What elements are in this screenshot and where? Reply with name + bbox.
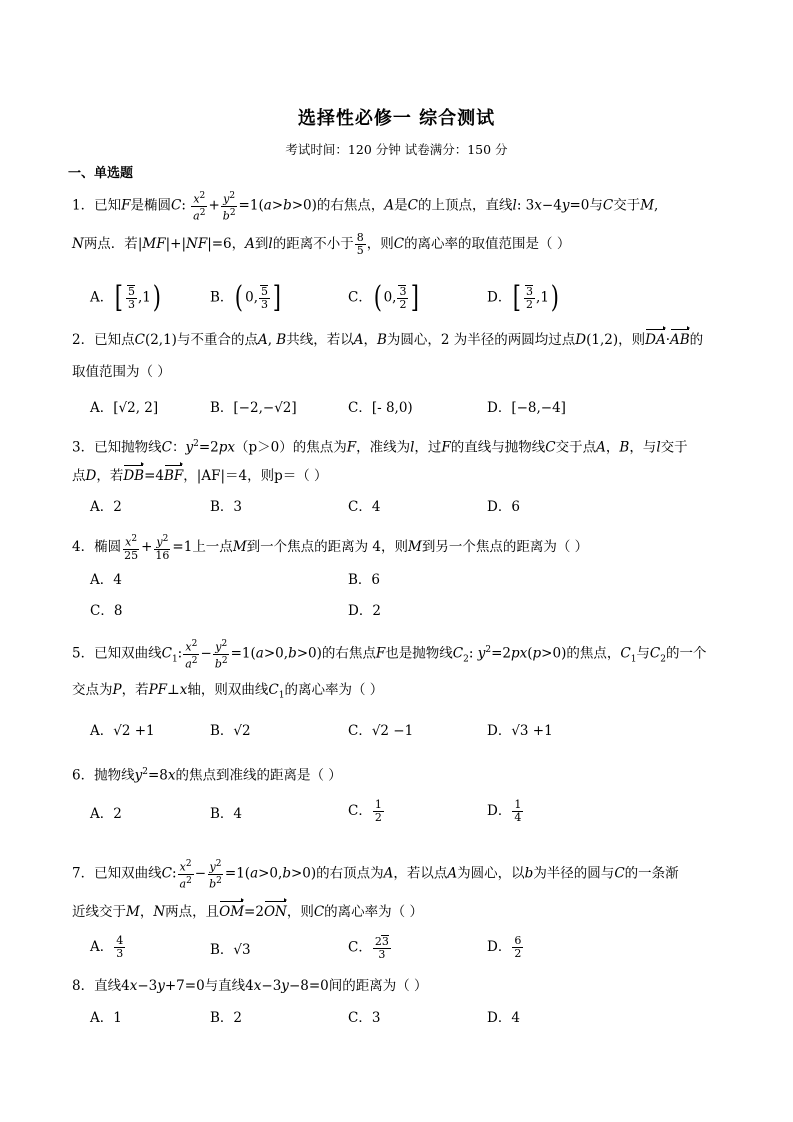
exam-info: 考试时间：120 分钟 试卷满分：150 分 [285,142,508,157]
q8-option-b[interactable]: B．2 [210,1010,243,1026]
q4-line1: 4．椭圆 $\frac{x^2}{25}$ + $\frac{y^2}{16}$ =1上一点M到一个焦点的距离为 4，则M到另一个焦点的距离为（ ） [72,534,589,562]
q5-option-b[interactable]: B．√2 [210,723,251,739]
q8-option-c[interactable]: C．3 [348,1010,381,1026]
q6-option-b[interactable]: B．4 [210,806,243,822]
q4-option-a[interactable]: A．4 [90,572,122,588]
section-heading: 一、单选题 [68,166,134,181]
q2-option-c[interactable]: C．[- 8,0) [348,400,413,416]
q8-option-d[interactable]: D．4 [487,1010,520,1026]
q2-line1: 2．已知点C(2,1)与不重合的点A, B共线，若以A，B为圆心，2 为半径的两圆均过点D(1,2)，则DA·AB的 [72,332,704,348]
q3-option-a[interactable]: A．2 [90,499,122,515]
q1-option-a[interactable]: A．[ $\frac{5}{3}$ ,1) [90,280,161,315]
q4-option-b[interactable]: B．6 [348,572,381,588]
q1-option-c[interactable]: C．( 0, $\frac{3}{2}$ ] [348,280,420,315]
q7-option-c[interactable]: C． $\frac{23}{3}$ [348,935,389,961]
q8-line1: 8．直线4x−3y+7=0与直线4x−3y−8=0间的距离为（ ） [72,978,428,994]
q7-line2: 近线交于M，N两点，且OM=2ON，则C的离心率为（ ） [72,904,423,920]
q5-option-c[interactable]: C．√2 −1 [348,723,414,739]
q1-option-d[interactable]: D．[ $\frac{3}{2}$ ,1) [487,280,559,315]
q6-line1: 6．抛物线$y^2=8x$的焦点到准线的距离是（ ） [72,767,342,784]
q2-option-b[interactable]: B．[−2,−√2] [210,400,297,416]
q3-option-d[interactable]: D．6 [487,499,520,515]
q6-option-a[interactable]: A．2 [90,806,122,822]
q1-line1: 1．已知F是椭圆C: $\frac{x^2}{a^2}$ + $\frac{y^2}{b^2}$ =1(a>b>0)的右焦点，A是C的上顶点，直线l: 3x−4y=0与C交于M, [72,191,659,223]
page-title: 选择性必修一 综合测试 [297,108,496,129]
q1-option-b[interactable]: B．( 0, $\frac{5}{3}$ ] [210,280,281,315]
q2-line2: 取值范围为（ ） [72,364,171,380]
q2-option-a[interactable]: A．[√2, 2] [90,400,159,416]
q5-option-d[interactable]: D．√3 +1 [487,723,553,739]
q5-option-a[interactable]: A．√2 +1 [90,723,155,739]
q3-line1: 3．已知抛物线C：$y^2=2px(p>0)$的焦点为F，准线为l，过F的直线与抛物线C交于点A，B，与l交于 [72,439,688,456]
q3-line2: 点D，若DB=4BF，|AF|＝4，则p＝（ ） [72,468,328,484]
q7-option-a[interactable]: A． $\frac{4}{3}$ [90,934,124,960]
q8-option-a[interactable]: A．1 [90,1010,122,1026]
q1-line2: N两点．若|MF|+|NF|=6，A到l的距离不小于 $\frac{8}{5}$ ，则C的离心率的取值范围是（ ） [72,231,571,257]
q5-line1: 5．已知双曲线$C_1$: $\frac{x^2}{a^2}$ − $\frac{y^2}{b^2}$ =1(a>0,b>0)的右焦点F也是抛物线$C_2$: $y^2=2px(p>0)$的焦点，$C_1$与$C_2$的一个 [72,639,707,671]
q7-option-d[interactable]: D． $\frac{6}{2}$ [487,934,522,960]
q6-option-c[interactable]: C． $\frac{1}{2}$ [348,798,382,824]
q4-option-c[interactable]: C．8 [90,603,123,619]
q3-option-b[interactable]: B．3 [210,499,243,515]
q4-option-d[interactable]: D．2 [348,603,381,619]
q5-line2: 交点为P，若PF⊥x轴，则双曲线$C_1$的离心率为（ ） [72,682,384,701]
q2-option-d[interactable]: D．[−8,−4] [487,400,566,416]
q7-line1: 7．已知双曲线C: $\frac{x^2}{a^2}$ − $\frac{y^2}{b^2}$ =1(a>0,b>0)的右顶点为A，若以点A为圆心，以b为半径的圆与C的一条渐 [72,859,679,891]
q6-option-d[interactable]: D． $\frac{1}{4}$ [487,798,522,824]
q3-option-c[interactable]: C．4 [348,499,381,515]
q7-option-b[interactable]: B．√3 [210,942,251,958]
